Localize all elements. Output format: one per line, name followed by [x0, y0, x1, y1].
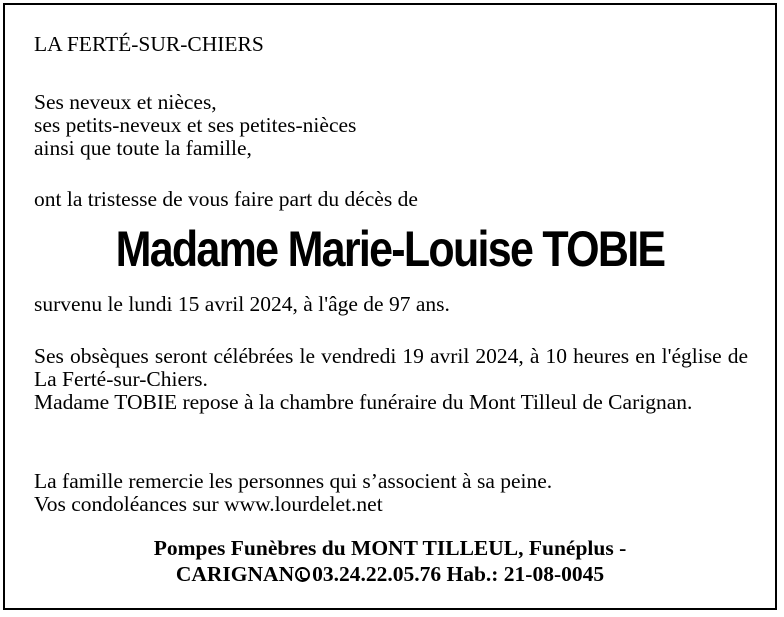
condolences-line: Vos condoléances sur www.lourdelet.net: [34, 492, 383, 516]
announcement-block: [34, 188, 748, 211]
death-info: survenu le lundi 15 avril 2024, à l'âge de 97 ans.: [34, 292, 450, 316]
location: LA FERTÉ-SUR-CHIERS: [34, 32, 264, 56]
funeral-block: [34, 345, 748, 414]
family-block: [34, 91, 748, 160]
funeral-home-contact: [5, 561, 775, 587]
phone-icon: [295, 567, 310, 582]
announcement: ont la tristesse de vous faire part du décès de: [34, 187, 418, 211]
thanks-line: La famille remercie les personnes qui s’associent à sa peine.: [34, 469, 553, 493]
phone-number: 03.24.22.05.76: [312, 562, 442, 586]
thanks-block: [34, 470, 748, 516]
death-info-block: [34, 293, 748, 316]
family-line: ainsi que toute la famille,: [34, 136, 252, 160]
habilitation-number: Hab.: 21-08-0045: [446, 562, 605, 586]
funeral-paragraph: Madame TOBIE repose à la chambre funéraire du Mont Tilleul de Carignan.: [34, 390, 693, 414]
family-line: Ses neveux et nièces,: [34, 90, 217, 114]
funeral-home-city: CARIGNAN: [175, 562, 295, 586]
obituary-notice: [3, 3, 777, 610]
funeral-home-footer: [5, 535, 775, 587]
family-line: ses petits-neveux et ses petites-nièces: [34, 113, 357, 137]
funeral-home-name: Pompes Funèbres du MONT TILLEUL, Funéplus -: [153, 536, 627, 560]
deceased-name: Madame Marie-Louise TOBIE: [115, 221, 665, 277]
location-block: [34, 33, 748, 56]
funeral-paragraph: Ses obsèques seront célébrées le vendredi 19 avril 2024, à 10 heures en l'église de La Ferté-sur-Chiers.: [34, 344, 748, 391]
